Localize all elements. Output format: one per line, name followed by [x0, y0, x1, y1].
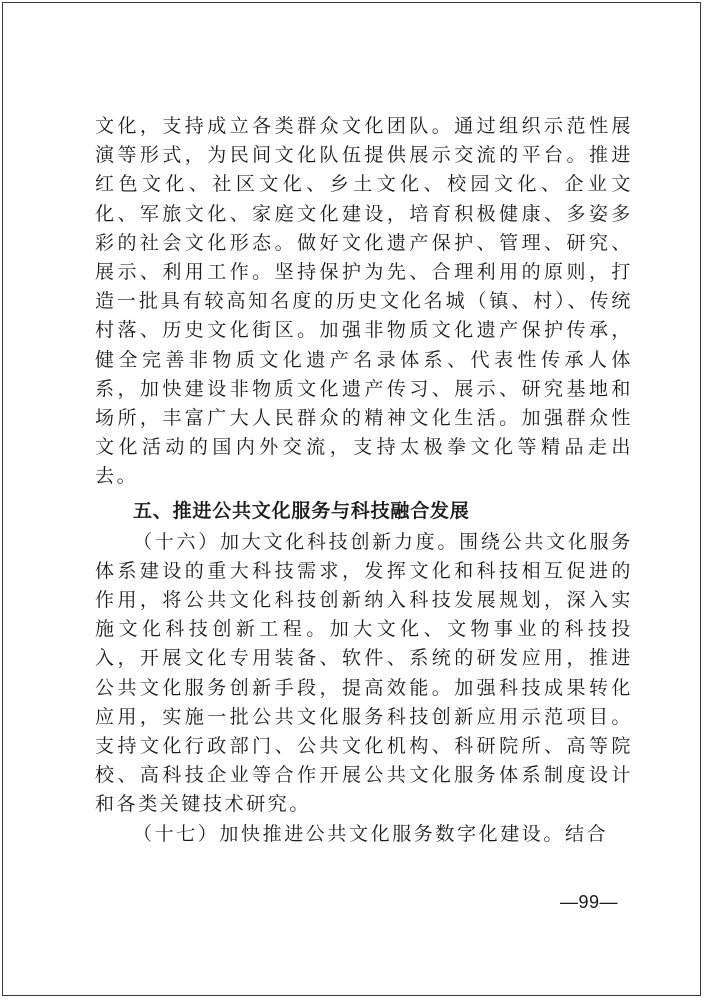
section-heading: 五、推进公共文化服务与科技融合发展 [133, 499, 470, 522]
page-number: —99— [560, 892, 619, 912]
body-paragraph: 文化，支持成立各类群众文化团队。通过组织示范性展演等形式，为民间文化队伍提供展示交流的平台。推进红色文化、社区文化、乡土文化、校园文化、企业文化、军旅文化、家庭文化建设，培育积极健康、多姿多彩的社会文化形态。做好文化遗产保护、管理、研究、展示、利用工作。坚持保护为先、合理利用的原则，打造一批具有较高知名度的历史文化名城（镇、村）、传统村落、历史文化街区。加强非物质文化遗产保护传承，健全完善非物质文化遗产名录体系、代表性传承人体系，加快建设非物质文化遗产传习、展示、研究基地和场所，丰富广大人民群众的精神文化生活。加强群众性文化活动的国内外交流，支持太极拳文化等精品走出去。 [95, 115, 633, 488]
body-paragraph: （十七）加快推进公共文化服务数字化建设。结合 [133, 822, 609, 845]
document-body [95, 112, 633, 849]
body-paragraph: （十六）加大文化科技创新力度。围绕公共文化服务体系建设的重大科技需求，发挥文化和科技相互促进的作用，将公共文化科技创新纳入科技发展规划，深入实施文化科技创新工程。加大文化、文物事业的科技投入，开展文化专用装备、软件、系统的研发应用，推进公共文化服务创新手段，提高效能。加强科技成果转化应用，实施一批公共文化服务科技创新应用示范项目。支持文化行政部门、公共文化机构、科研院所、高等院校、高科技企业等合作开展公共文化服务体系制度设计和各类关键技术研究。 [95, 530, 633, 816]
